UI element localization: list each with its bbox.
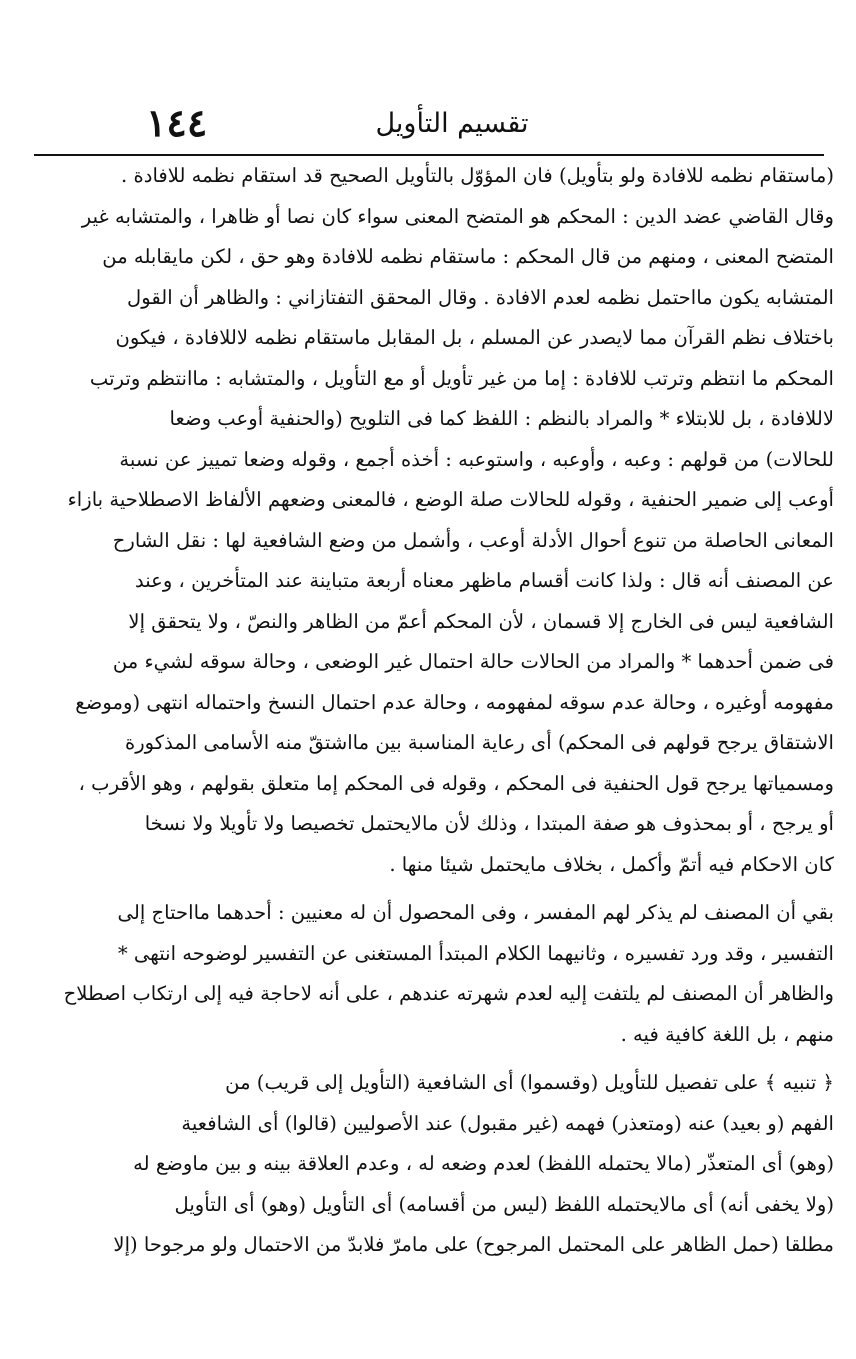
running-title: تقسيم التأويل <box>375 108 529 139</box>
text-line: الاشتقاق يرجح قولهم فى المحكم) أى رعاية المناسبة بين مااشتقّ منه الأسامى المذكورة <box>124 731 834 754</box>
text-line: المتضح المعنى ، ومنهم من قال المحكم : ماستقام نظمه للافادة وهو حق ، لكن مايقابله من <box>102 245 834 268</box>
paragraph-1 <box>22 156 834 885</box>
text-line: مفهومه أوغيره ، وحالة عدم سوقه لمفهومه ، وحالة عدم احتمال النسخ واحتماله انتهى (وموضع <box>75 690 834 714</box>
text-line: (ولا يخفى أنه) أى مالايحتمله اللفظ (ليس من أقسامه) أى التأويل (وهو) أى التأويل <box>174 1192 834 1216</box>
text-line: أو يرجح ، أو بمحذوف هو صفة المبتدا ، وذلك لأن مالايحتمل تخصيصا ولا تأويلا ولا نسخا <box>144 812 834 835</box>
text-line: فى ضمن أحدهما * والمراد من الحالات حالة احتمال غير الوضعى ، وحالة سوقه لشيء من <box>112 650 834 673</box>
text-line: عن المصنف أنه قال : ولذا كانت أقسام ماظهر معناه أربعة متباينة عند المتأخرين ، وعند <box>134 569 834 592</box>
text-line: الفهم (و بعيد) عنه (ومتعذر) فهمه (غير مقبول) عند الأصوليين (قالوا) أى الشافعية <box>181 1111 834 1135</box>
text-line: مطلقا (حمل الظاهر على المحتمل المرجوح) على مامرّ فلابدّ من الاحتمال ولو مرجوحا (إلا <box>113 1233 834 1256</box>
text-line: بقي أن المصنف لم يذكر لهم المفسر ، وفى المحصول أن له معنيين : أحدهما مااحتاج إلى <box>117 901 834 924</box>
page-number: ١٤٤ <box>146 100 208 145</box>
paragraph-2 <box>22 893 834 1055</box>
text-line: المحكم ما انتظم وترتب للافادة : إما من غير تأويل أو مع التأويل ، والمتشابه : ماانتظم وترتب <box>89 366 834 390</box>
text-line: المعانى الحاصلة من تنوع أحوال الأدلة أوعب ، وأشمل من وضع الشافعية لها : نقل الشارح <box>112 528 834 552</box>
text-line: الشافعية ليس فى الخارج إلا قسمان ، لأن المحكم أعمّ من الظاهر والنصّ ، ولا يتحقق إلا <box>128 609 834 633</box>
body-text <box>22 156 834 1346</box>
paragraph-gap <box>22 885 834 893</box>
page-header <box>34 96 824 156</box>
text-line: باختلاف نظم القرآن مما لايصدر عن المسلم ، بل المقابل ماستقام نظمه لاللافادة ، فيكون <box>115 326 834 349</box>
text-line: التفسير ، وقد ورد تفسيره ، وثانيهما الكلام المبتدأ المستغنى عن التفسير لوضوحه انتهى * <box>117 941 834 965</box>
text-line: ومسمياتها يرجح قول الحنفية فى المحكم ، وقوله فى المحكم إما متعلق بقولهم ، وهو الأقرب ، <box>78 771 834 795</box>
text-line: منهم ، بل اللغة كافية فيه . <box>620 1022 834 1046</box>
text-line: (ماستقام نظمه للافادة ولو بتأويل) فان المؤوّل بالتأويل الصحيح قد استقام نظمه للافادة . <box>121 164 834 187</box>
paragraph-3 <box>22 1063 834 1266</box>
paragraph-gap <box>22 1055 834 1063</box>
text-line: ﴿ تنبيه ﴾ على تفصيل للتأويل (وقسموا) أى الشافعية (التأويل إلى قريب) من <box>225 1071 834 1094</box>
text-line: والظاهر أن المصنف لم يلتفت إليه لعدم شهرته عندهم ، على أنه لاحاجة فيه إلى ارتكاب اصطلاح <box>63 982 834 1005</box>
text-line: كان الاحكام فيه أتمّ وأكمل ، بخلاف مايحتمل شيئا منها . <box>389 852 834 876</box>
text-line: لاللافادة ، بل للابتلاء * والمراد بالنظم : اللفظ كما فى التلويح (والحنفية أوعب وضعا <box>169 407 834 430</box>
text-line: أوعب إلى ضمير الحنفية ، وقوله للحالات صلة الوضع ، فالمعنى وضعهم الألفاظ الاصطلاحية بازاء <box>67 488 834 511</box>
text-line: للحالات) من قولهم : وعبه ، وأوعبه ، واستوعبه : أخذه أجمع ، وقوله وضعا تمييز عن نسبة <box>119 447 834 471</box>
text-line: المتشابه يكون مااحتمل نظمه لعدم الافادة . وقال المحقق التفتازاني : والظاهر أن القول <box>127 285 834 309</box>
text-line: وقال القاضي عضد الدين : المحكم هو المتضح المعنى سواء كان نصا أو ظاهرا ، والمتشابه غير <box>81 204 834 228</box>
text-line: (وهو) أى المتعذّر (مالا يحتمله اللفظ) لعدم وضعه له ، وعدم العلاقة بينه و بين ماوضع له <box>133 1152 834 1175</box>
